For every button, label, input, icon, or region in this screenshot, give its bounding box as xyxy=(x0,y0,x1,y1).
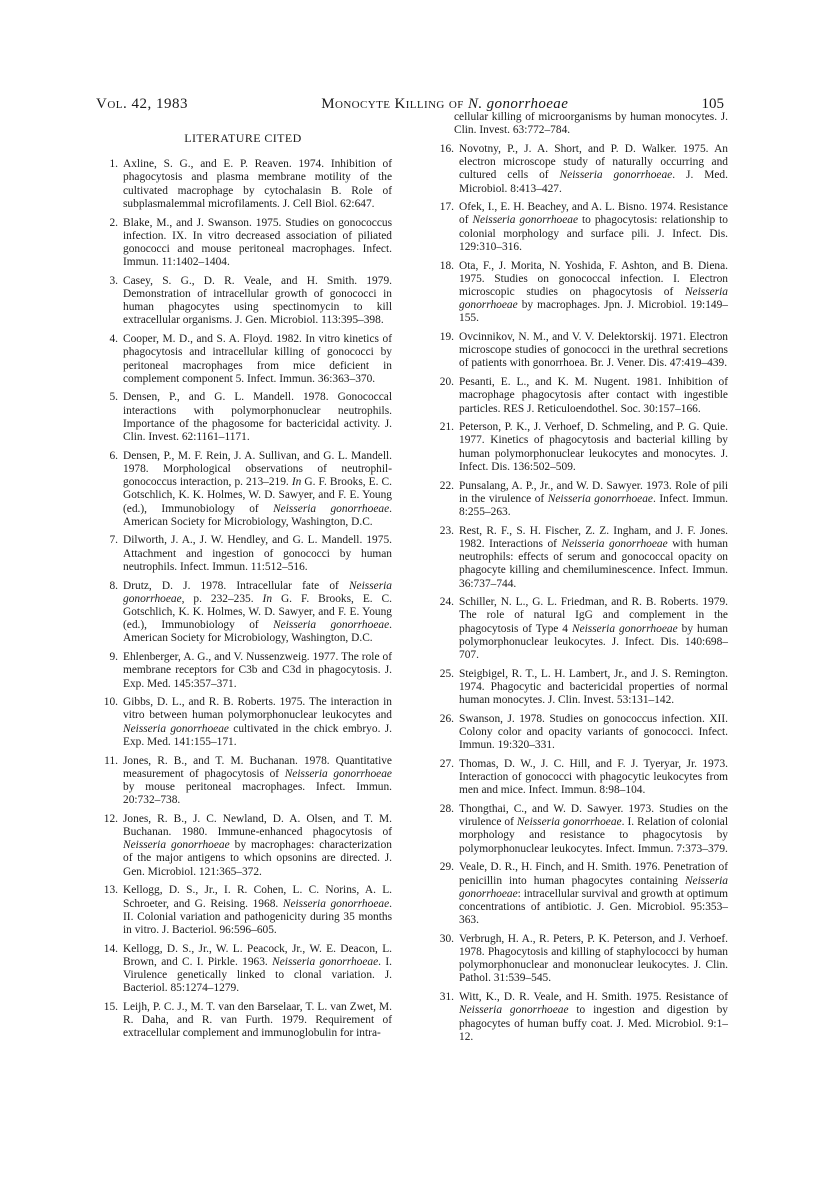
reference-item: 31. Witt, K., D. R. Veale, and H. Smith. 1975. Resistance of Neisseria gonorrhoeae to ingestion and digestion by phagocytes of human buffy coat. J. Med. Microbiol. 9:1–12. xyxy=(439,991,728,1043)
reference-item: 13. Kellogg, D. S., Jr., I. R. Cohen, L. C. Norins, A. L. Schroeter, and G. Reising. 1968. Neisseria gonorrhoeae. II. Colonial variation and pathogenicity during 35 months in vitro. J. Bacteriol. 96:596–605. xyxy=(103,884,392,936)
right-column xyxy=(430,111,728,1050)
running-title-species: N. gonorrhoeae xyxy=(467,96,569,112)
reference-item: 21. Peterson, P. K., J. Verhoef, D. Schmeling, and P. G. Quie. 1977. Kinetics of phagocytosis and bacterial killing by human polymorphonuclear leukocytes and monocytes. J. Infect. Dis. 136:502–509. xyxy=(439,421,728,473)
running-title-lead: Monocyte Killing of xyxy=(321,96,464,112)
reference-item: 24. Schiller, N. L., G. L. Friedman, and R. B. Roberts. 1979. The role of natural IgG and complement in the phagocytosis of Type 4 Neisseria gonorrhoeae by human polymorphonuclear leukocytes. J. Infect. Dis. 140:698–707. xyxy=(439,596,728,662)
reference-item: 1. Axline, S. G., and E. P. Reaven. 1974. Inhibition of phagocytosis and plasma membrane motility of the cultivated macrophage by cytochalasin B. Role of subplasmalemmal microfilaments. J. Cell Biol. 62:647. xyxy=(109,158,392,210)
reference-item: 12. Jones, R. B., J. C. Newland, D. A. Olsen, and T. M. Buchanan. 1980. Immune-enhanced phagocytosis of Neisseria gonorrhoeae by macrophages: characterization of the major antigens to which opsonins are directed. J. Gen. Microbiol. 121:365–372. xyxy=(103,812,392,878)
reference-item: 16. Novotny, P., J. A. Short, and P. D. Walker. 1975. An electron microscope study of naturally occurring and cultured cells of Neisseria gonorrhoeae. J. Med. Microbiol. 8:413–427. xyxy=(439,142,728,195)
reference-item: 15. Leijh, P. C. J., M. T. van den Barselaar, T. L. van Zwet, M. R. Daha, and R. van Furth. 1979. Requirement of extracellular complement and immunoglobulin for intra- xyxy=(103,1000,393,1040)
reference-item: 4. Cooper, M. D., and S. A. Floyd. 1982. In vitro kinetics of phagocytosis and intracellular killing of gonococci by peritoneal macrophages from mice deficient in complement component 5. Infect. Immun. 36:363–370. xyxy=(109,333,392,385)
volume-label: Vol. 42, 1983 xyxy=(96,96,188,112)
reference-item: 28. Thongthai, C., and W. D. Sawyer. 1973. Studies on the virulence of Neisseria gonorrhoeae. I. Relation of colonial morphology and resistance to phagocytosis by polymorphonuclear leukocytes. Infect. Immun. 7:373–379. xyxy=(439,803,728,855)
reference-item: 10. Gibbs, D. L., and R. B. Roberts. 1975. The interaction in vitro between human polymorphonuclear leukocytes and Neisseria gonorrhoeae cultivated in the chick embryo. J. Exp. Med. 141:155–171. xyxy=(103,696,392,748)
reference-item: 2. Blake, M., and J. Swanson. 1975. Studies on gonococcus infection. IX. In vitro decreased association of piliated gonococci and mouse peritoneal macrophages. Infect. Immun. 11:1402–1404. xyxy=(109,216,392,269)
reference-item: 19. Ovcinnikov, N. M., and V. V. Delektorskij. 1971. Electron microscope studies of gonococci in the urethral secretions of patients with gonorrhoea. Br. J. Vener. Dis. 47:419–439. xyxy=(439,331,728,370)
reference-item: 9. Ehlenberger, A. G., and V. Nussenzweig. 1977. The role of membrane receptors for C3b and C3d in phagocytosis. J. Exp. Med. 145:357–371. xyxy=(109,651,392,690)
reference-item: 25. Steigbigel, R. T., L. H. Lambert, Jr., and J. S. Remington. 1974. Phagocytic and bactericidal properties of normal human monocytes. J. Clin. Invest. 53:131–142. xyxy=(439,667,728,707)
reference-item: 6. Densen, P., M. F. Rein, J. A. Sullivan, and G. L. Mandell. 1978. Morphological observations of neutrophil-gonococcus interaction, p. 213–219. In G. F. Brooks, E. C. Gotschlich, K. K. Holmes, W. D. Sawyer, and F. E. Young (ed.), Immunobiology of Neisseria gonorrhoeae. American Society for Microbiology, Washington, D.C. xyxy=(109,449,392,528)
reference-item: 11. Jones, R. B., and T. M. Buchanan. 1978. Quantitative measurement of phagocytosis of Neisseria gonorrhoeae by mouse peritoneal macrophages. Infect. Immun. 20:732–738. xyxy=(104,754,392,807)
reference-item: 22. Punsalang, A. P., Jr., and W. D. Sawyer. 1973. Role of pili in the virulence of Neisseria gonorrhoeae. Infect. Immun. 8:255–263. xyxy=(439,479,729,518)
reference-item: 3. Casey, S. G., D. R. Veale, and H. Smith. 1979. Demonstration of intracellular growth of gonococci in human phagocytes using spectinomycin to kill extracellular organisms. J. Gen. Microbiol. 113:395–398. xyxy=(109,274,392,327)
reference-item: 18. Ota, F., J. Morita, N. Yoshida, F. Ashton, and B. Diena. 1975. Studies on gonococcal infection. I. Electron microscopic studies on phagocytosis of Neisseria gonorrhoeae by macrophages. Jpn. J. Microbiol. 19:149–155. xyxy=(439,259,728,325)
page-number: 105 xyxy=(701,96,724,112)
reference-item: 7. Dilworth, J. A., J. W. Hendley, and G. L. Mandell. 1975. Attachment and ingestion of gonococci by human neutrophils. Infect. Immun. 11:512–516. xyxy=(109,534,392,573)
left-column xyxy=(94,128,392,1046)
section-heading: LITERATURE CITED xyxy=(184,131,302,145)
reference-continuation: cellular killing of microorganisms by human monocytes. J. Clin. Invest. 63:772–784. xyxy=(454,111,728,137)
reference-item: 14. Kellogg, D. S., Jr., W. L. Peacock, Jr., W. E. Deacon, L. Brown, and C. I. Pirkle. 1963. Neisseria gonorrhoeae. I. Virulence genetically linked to clonal variation. J. Bacteriol. 85:1274–1279. xyxy=(103,942,392,995)
reference-item: 29. Veale, D. R., H. Finch, and H. Smith. 1976. Penetration of penicillin into human phagocytes containing Neisseria gonorrhoeae: intracellular survival and growth at optimum concentrations of antibiotic. J. Gen. Microbiol. 95:353–363. xyxy=(439,861,728,927)
reference-item: 27. Thomas, D. W., J. C. Hill, and F. J. Tyeryar, Jr. 1973. Interaction of gonococci with phagocytic leukocytes from men and mice. Infect. Immun. 8:98–104. xyxy=(439,757,728,797)
reference-item: 20. Pesanti, E. L., and K. M. Nugent. 1981. Inhibition of macrophage phagocytosis after contact with ingestible particles. RES J. Reticuloendothel. Soc. 30:157–166. xyxy=(439,376,729,415)
reference-item: 30. Verbrugh, H. A., R. Peters, P. K. Peterson, and J. Verhoef. 1978. Phagocytosis and killing of staphylococci by human polymorphonuclear and mononuclear leukocytes. J. Clin. Pathol. 31:539–545. xyxy=(439,932,728,985)
reference-item: 23. Rest, R. F., S. H. Fischer, Z. Z. Ingham, and J. F. Jones. 1982. Interactions of Neisseria gonorrhoeae with human neutrophils: effects of serum and gonococcal opacity on phagocyte killing and chemiluminescence. Infect. Immun. 36:737–744. xyxy=(439,524,728,590)
reference-item: 5. Densen, P., and G. L. Mandell. 1978. Gonococcal interactions with polymorphonuclear neutrophils. Importance of the phagosome for bactericidal activity. J. Clin. Invest. 62:1161–1171. xyxy=(109,391,392,444)
reference-item: 8. Drutz, D. J. 1978. Intracellular fate of Neisseria gonorrhoeae, p. 232–235. In G. F. Brooks, E. C. Gotschlich, K. K. Holmes, W. D. Sawyer, and F. E. Young (ed.), Immunobiology of Neisseria gonorrhoeae. American Society for Microbiology, Washington, D.C. xyxy=(109,579,393,645)
reference-item: 26. Swanson, J. 1978. Studies on gonococcus infection. XII. Colony color and opacity variants of gonococci. Infect. Immun. 19:320–331. xyxy=(439,712,728,752)
reference-item: 17. Ofek, I., E. H. Beachey, and A. L. Bisno. 1974. Resistance of Neisseria gonorrhoeae to phagocytosis: relationship to colonial morphology and surface pili. J. Infect. Dis. 129:310–316. xyxy=(439,201,728,253)
